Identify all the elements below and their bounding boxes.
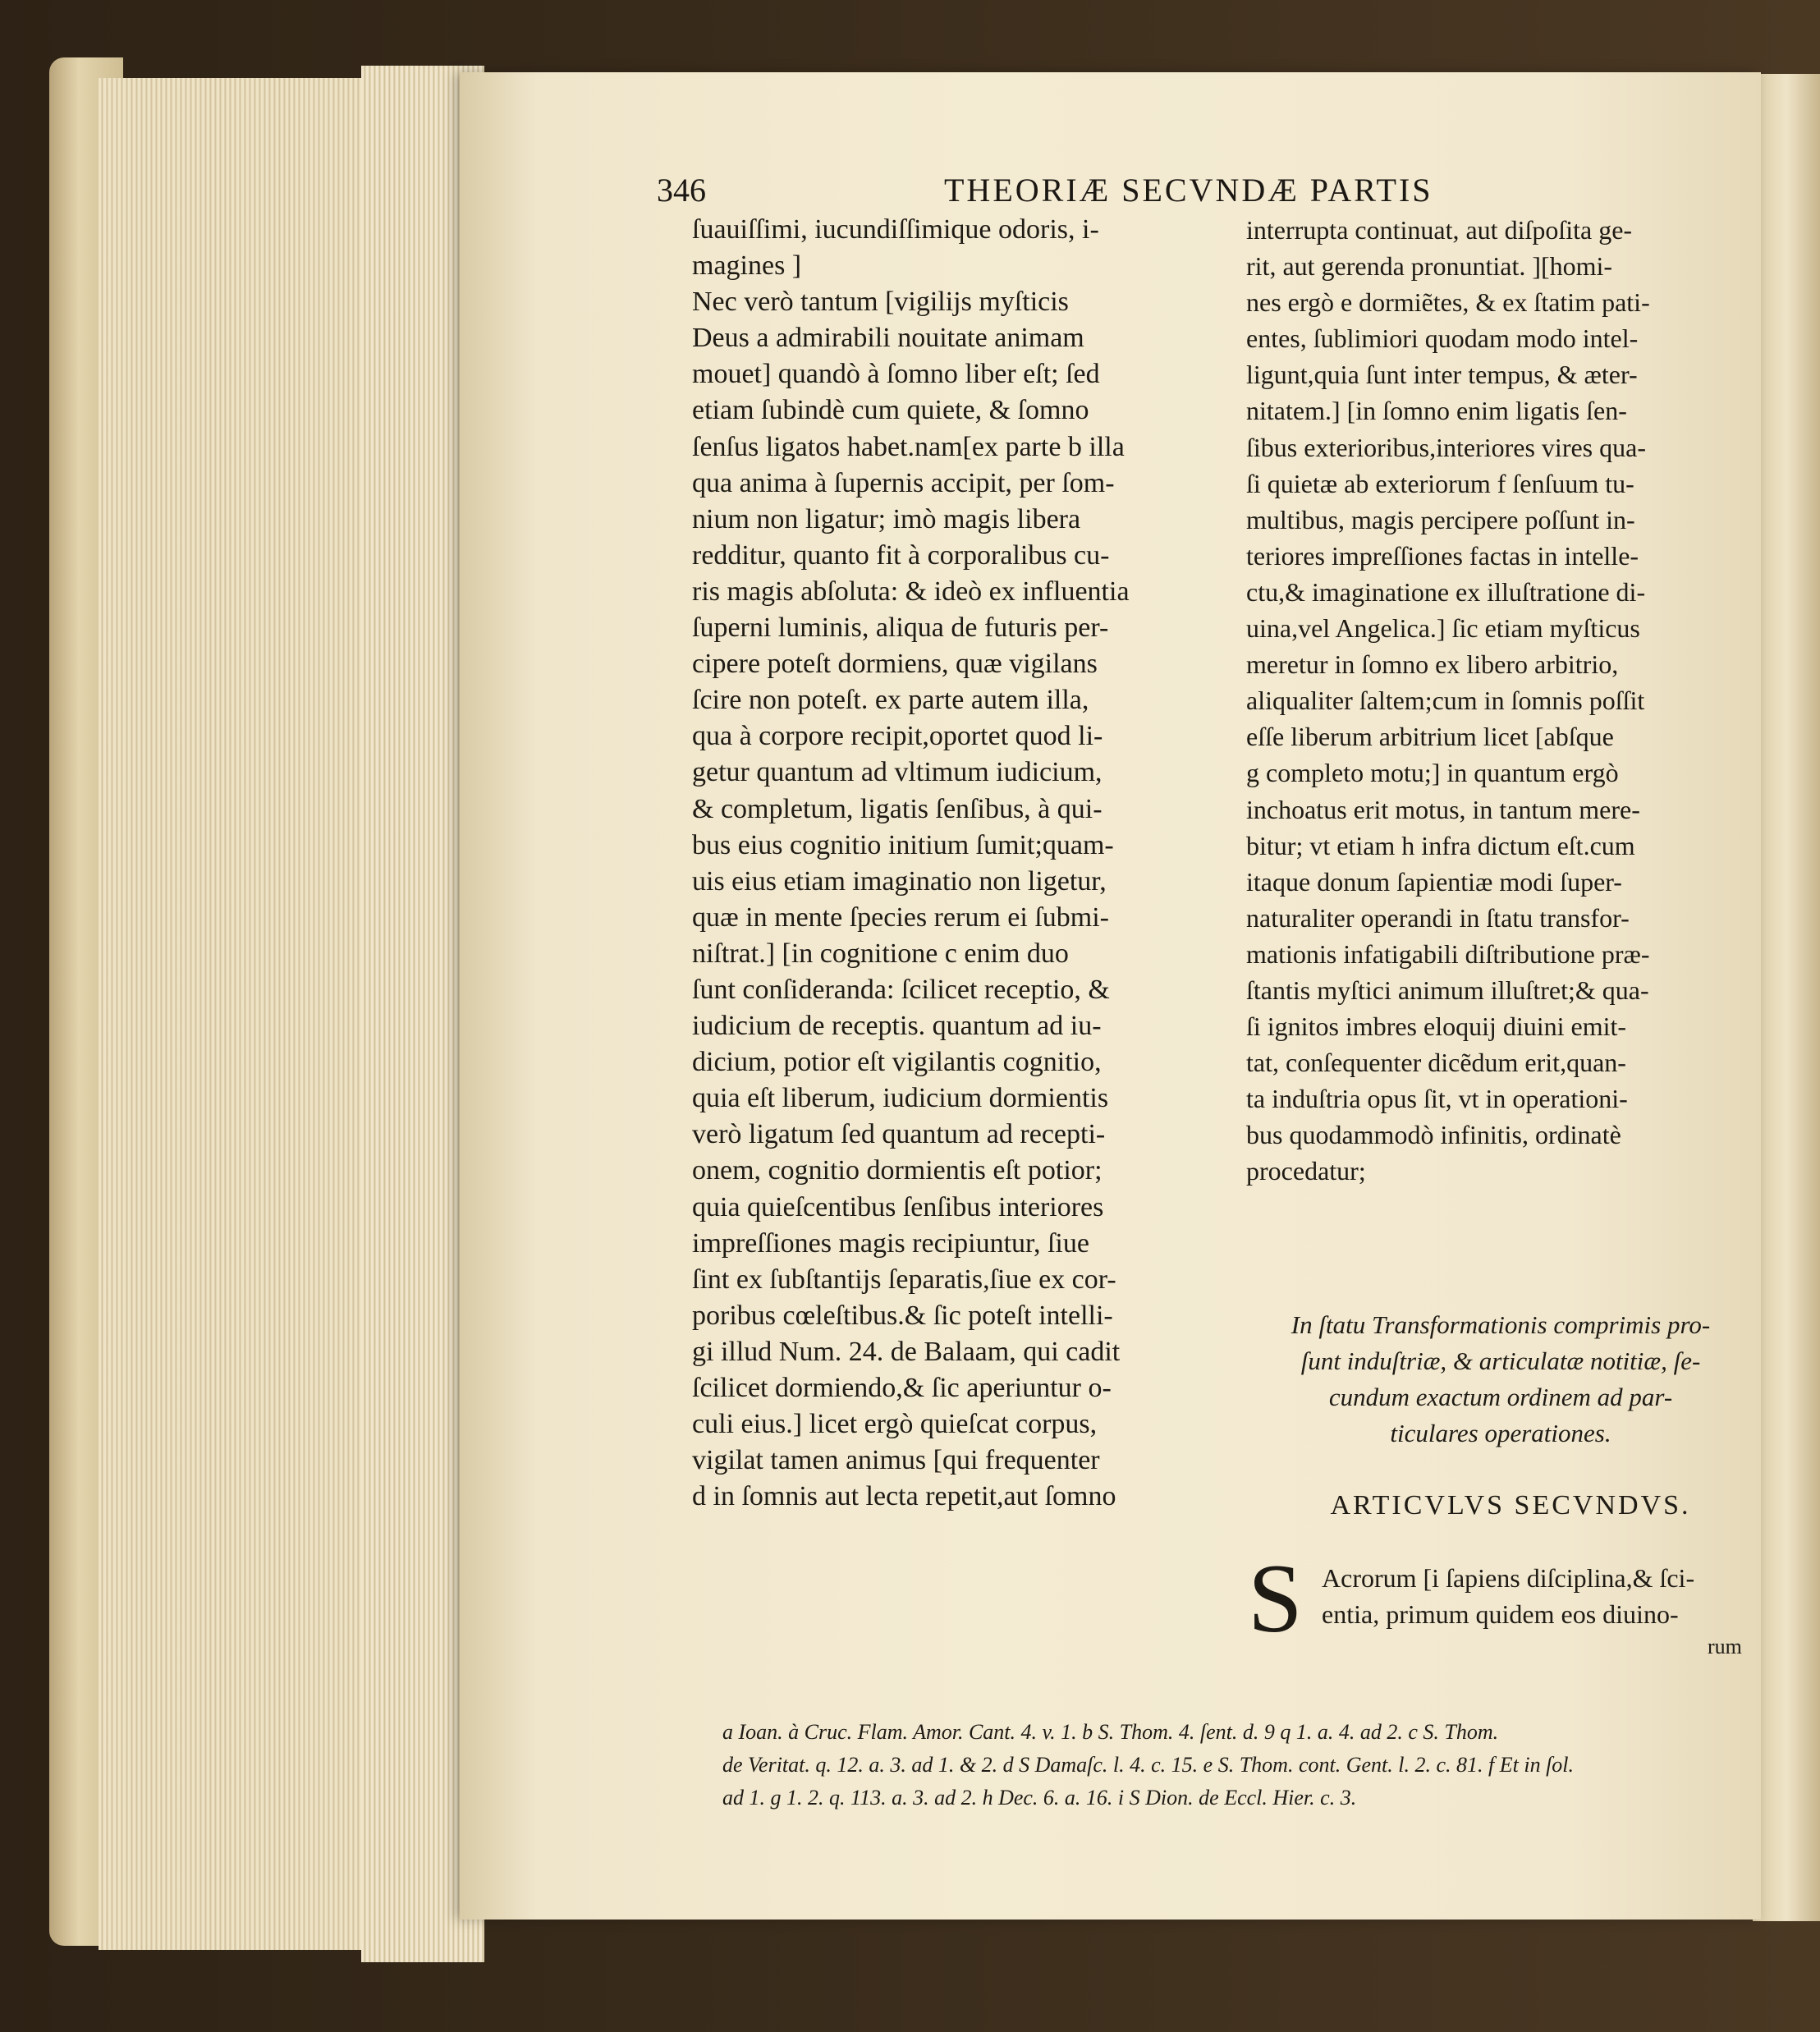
text-line: culi eius.] licet ergò quieſcat corpus, — [692, 1409, 1098, 1440]
text-line: d in ſomnis aut lecta repetit,aut ſomno — [692, 1481, 1116, 1512]
footnotes — [722, 1716, 1757, 1814]
article-summary — [1271, 1307, 1731, 1452]
text-line: itaque donum ſapientiæ modi ſuper- — [1246, 866, 1622, 897]
text-line: nes ergò e dormiẽtes, & ex ſtatim pati- — [1246, 287, 1650, 318]
text-line: quæ in mente ſpecies rerum ei ſubmi- — [692, 901, 1109, 933]
running-title: THEORIÆ SECVNDÆ PARTIS — [944, 172, 1433, 209]
page-header — [657, 171, 1642, 213]
text-line: nium non ligatur; imò magis libera — [692, 503, 1081, 534]
drop-capital: S — [1248, 1543, 1303, 1653]
page-number: 346 — [657, 172, 706, 209]
text-line: ta induſtria opus ſit, vt in operationi- — [1246, 1084, 1628, 1114]
text-line: impreſſiones magis recipiuntur, ſiue — [692, 1227, 1089, 1259]
text-line: getur quantum ad vltimum iudicium, — [692, 757, 1103, 788]
text-line: interrupta continuat, aut diſpoſita ge- — [1246, 215, 1633, 245]
text-line: uis eius etiam imaginatio non ligetur, — [692, 865, 1107, 897]
text-line: poribus cœleſtibus.& ſic poteſt intelli- — [692, 1300, 1113, 1331]
text-line: dicium, potior eſt vigilantis cognitio, — [692, 1047, 1102, 1078]
summary-line: ticulares operationes. — [1390, 1419, 1611, 1447]
text-line: iudicium de receptis. quantum ad iu- — [692, 1011, 1102, 1042]
text-line: aliqualiter ſaltem;cum in ſomnis poſſit — [1246, 686, 1645, 716]
text-line: nitatem.] [in ſomno enim ligatis ſen- — [1246, 396, 1627, 426]
article-start-line: entia, primum quidem eos diuino- — [1322, 1599, 1679, 1629]
text-line: meretur in ſomno ex libero arbitrio, — [1246, 649, 1619, 680]
left-column — [692, 212, 1271, 1515]
text-line: Deus a admirabili nouitate animam — [692, 323, 1084, 354]
text-line: ſuauiſſimi, iucundiſſimique odoris, i- — [692, 214, 1099, 245]
catchword: rum — [1708, 1635, 1742, 1658]
summary-line: In ſtatu Transformationis comprimis pro- — [1291, 1310, 1711, 1339]
text-line: multibus, magis percipere poſſunt in- — [1246, 504, 1635, 534]
text-line: qua à corpore recipit,oportet quod li- — [692, 721, 1103, 752]
text-line: qua anima à ſupernis accipit, per ſom- — [692, 467, 1115, 498]
text-line: mouet] quandò à ſomno liber eſt; ſed — [692, 359, 1100, 390]
text-line: ris magis abſoluta: & ideò ex influentia — [692, 576, 1130, 607]
text-line: quia eſt liberum, iudicium dormientis — [692, 1083, 1109, 1114]
footnote-line: de Veritat. q. 12. a. 3. ad 1. & 2. d S Damaſc. l. 4. c. 15. e S. Thom. cont. Gent. l. 2. c. 81. f Et in ſol. — [722, 1753, 1575, 1777]
text-line: ſunt conſideranda: ſcilicet receptio, & — [692, 974, 1110, 1005]
text-line: ſuperni luminis, aliqua de futuris per- — [692, 612, 1109, 644]
text-line: vigilat tamen animus [qui frequenter — [692, 1445, 1100, 1476]
text-line: tat, conſequenter dicẽdum erit,quan- — [1246, 1048, 1626, 1078]
text-line: & completum, ligatis ſenſibus, à qui- — [692, 793, 1103, 824]
text-line: bus quodammodò infinitis, ordinatè — [1246, 1120, 1621, 1150]
article-heading: ARTICVLVS SECVNDVS. — [1330, 1490, 1691, 1521]
article-start-line: Acrorum [i ſapiens diſciplina,& ſci- — [1322, 1563, 1695, 1593]
text-line: ſi quietæ ab exteriorum f ſenſuum tu- — [1246, 468, 1634, 498]
article-start — [1248, 1543, 1757, 1658]
text-line: inchoatus erit motus, in tantum mere- — [1246, 794, 1640, 824]
text-line: etiam ſubindè cum quiete, & ſomno — [692, 395, 1089, 426]
text-line: niſtrat.] [in cognitione c enim duo — [692, 938, 1069, 969]
text-line: bitur; vt etiam h infra dictum eſt.cum — [1246, 830, 1635, 860]
footnote-line: a Ioan. à Cruc. Flam. Amor. Cant. 4. v. 1. b S. Thom. 4. ſent. d. 9 q 1. a. 4. ad 2. c S. Thom. — [722, 1720, 1499, 1744]
text-line: ligunt,quia ſunt inter tempus, & æter- — [1246, 360, 1638, 390]
text-line: uina,vel Angelica.] ſic etiam myſticus — [1246, 613, 1640, 644]
text-line: quia quieſcentibus ſenſibus interiores — [692, 1191, 1104, 1222]
text-line: g completo motu;] in quantum ergò — [1246, 758, 1619, 788]
text-line: naturaliter operandi in ſtatu transfor- — [1246, 902, 1630, 933]
text-line: Nec verò tantum [vigilijs myſticis — [692, 287, 1069, 318]
summary-line: ſunt induſtriæ, & articulatæ notitiæ, ſe- — [1300, 1346, 1701, 1375]
right-column — [1246, 212, 1755, 1190]
text-line: ſi ignitos imbres eloquij diuini emit- — [1246, 1011, 1627, 1042]
text-line: ſcire non poteſt. ex parte autem illa, — [692, 685, 1089, 716]
text-line: entes, ſublimiori quodam modo intel- — [1246, 323, 1639, 354]
text-line: redditur, quanto fit à corporalibus cu- — [692, 539, 1110, 571]
text-line: verò ligatum ſed quantum ad recepti- — [692, 1119, 1106, 1150]
text-line: ſibus exterioribus,interiores vires qua- — [1246, 432, 1646, 462]
text-line: ctu,& imaginatione ex illuſtratione di- — [1246, 576, 1646, 607]
text-line: ſcilicet dormiendo,& ſic aperiuntur o- — [692, 1373, 1112, 1403]
text-line: ſenſus ligatos habet.nam[ex parte b illa — [692, 431, 1125, 462]
text-line: gi illud Num. 24. de Balaam, qui cadit — [692, 1336, 1121, 1367]
text-line: rit, aut gerenda pronuntiat. ][homi- — [1246, 251, 1613, 282]
text-line: mationis infatigabili diſtributione præ- — [1246, 938, 1650, 969]
text-line: ſint ex ſubſtantijs ſeparatis,ſiue ex cor- — [692, 1264, 1116, 1295]
footnote-line: ad 1. g 1. 2. q. 113. a. 3. ad 2. h Dec. 6. a. 16. i S Dion. de Eccl. Hier. c. 3. — [722, 1786, 1357, 1810]
summary-line: cundum exactum ordinem ad par- — [1328, 1383, 1673, 1411]
text-line: onem, cognitio dormientis eſt potior; — [692, 1155, 1103, 1186]
text-line: eſſe liberum arbitrium licet [abſque — [1246, 722, 1614, 752]
text-line: ſtantis myſtici animum illuſtret;& qua- — [1246, 975, 1649, 1005]
text-line: cipere poteſt dormiens, quæ vigilans — [692, 649, 1098, 680]
page-edges-right — [1753, 74, 1820, 1921]
text-line: magines ] — [692, 250, 802, 282]
text-line: procedatur; — [1246, 1156, 1366, 1186]
text-line: bus eius cognitio initium ſumit;quam- — [692, 829, 1114, 860]
text-line: teriores impreſſiones factas in intelle- — [1246, 540, 1639, 571]
